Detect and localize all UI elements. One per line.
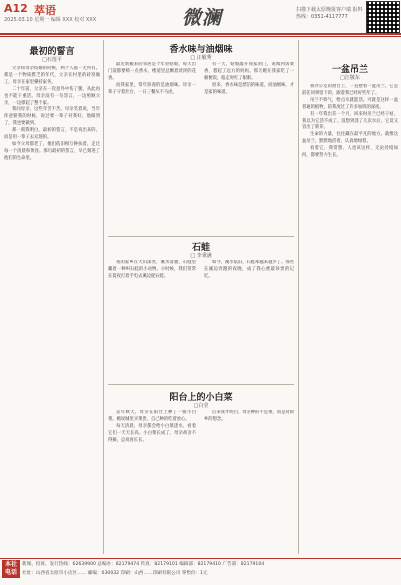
article-3-body-right bbox=[204, 260, 294, 380]
article-5-author: □江敬东 bbox=[340, 75, 360, 81]
article-2-title: 香水味与油烟味 bbox=[169, 45, 233, 55]
article-1-title: 最初的誓言 bbox=[29, 47, 75, 57]
paragraph: 而我家里，常年弥漫的是油烟味。母亲一辈子守着灶台，一日三餐从不马虎。 bbox=[108, 82, 196, 95]
paragraph: 如今，溪水依旧，石蛙却越来越少了。那些在溪边奔跑的夜晚，成了我心底最珍贵的记忆。 bbox=[204, 260, 294, 279]
issue-date: 2025.03.10 星期一 编辑 XXX 校对 XXX bbox=[4, 17, 97, 23]
paragraph: 我问母亲，这些年苦不苦。母亲笑着说，当年你爸娶我的时候，说过要一辈子对我好，他做到了，我也要做到。 bbox=[4, 107, 100, 127]
article-3-author: □ 李秉满 bbox=[190, 253, 212, 259]
paragraph: 最近新搬来的邻居是个年轻姑娘，每天出门前都要喷一点香水，楼道里总飘着淡淡的花香。 bbox=[108, 62, 196, 81]
paragraph: 有一年我出差一个月，回来时吊兰已经干枯，我以为它活不成了。没想到浇了几次水后，它竟又冒出了新芽。 bbox=[302, 111, 398, 131]
footer-contact-line: 新闻、投诉、发行热线：62639900 总编办：82179474 传真：82179101 编辑部：82179410 广告部：82179104 bbox=[22, 562, 265, 567]
article-2-body-left bbox=[108, 62, 196, 182]
article-1-author: □石莲平 bbox=[42, 57, 62, 63]
paragraph: 去年秋天，母亲在阳台上种了一排小白菜。她说城里买菜贵，自己种的吃着放心。 bbox=[108, 410, 196, 422]
article-5-title: 一盆吊兰 bbox=[331, 65, 368, 75]
paragraph: 如今父母都老了，他们依旧相互搀扶着，走过每一个清晨和黄昏。那句最初的誓言，早已刻进了他们的生命里。 bbox=[4, 141, 100, 161]
article-2-author: □ 汪敏秀 bbox=[190, 55, 212, 61]
paragraph: 原来，香水味是漂泊的味道，而油烟味，才是家的味道。 bbox=[204, 82, 294, 95]
paragraph: 有一天，姑娘敲开我家的门，说闻到饭菜香，想起了远方的妈妈。那天她在我家吃了一顿便饭，临走时红了眼眶。 bbox=[204, 62, 294, 81]
article-4-title: 阳台上的小白菜 bbox=[169, 393, 233, 403]
paragraph: 我办公室的窗台上，一直摆着一盆吊兰。它是前任同事留下的，跟着我已经好些年了。 bbox=[302, 84, 398, 96]
paragraph: 每天清晨，母亲都会给小白菜浇水，看着它们一天天长高。小白菜长成了，母亲却舍不得摘，总说再长长。 bbox=[108, 423, 196, 443]
header-rule bbox=[0, 33, 401, 35]
article-3-title: 石蛙 bbox=[191, 243, 210, 253]
section-divider bbox=[108, 236, 294, 237]
paragraph: 那一刻我明白，最初的誓言，不是说出来的，而是用一辈子去兑现的。 bbox=[4, 128, 100, 141]
paragraph: 看着它，我常想，人也该这样，无论处境如何，都要努力生长。 bbox=[302, 146, 398, 159]
paragraph: 二十年前，父亲在一次意外中伤了腿，从此再也不能干重活。母亲没有一句怨言，一边照顾父亲，一边撑起了整个家。 bbox=[4, 86, 100, 106]
page-number: A12 bbox=[4, 2, 28, 15]
article-4-author: □白莹 bbox=[193, 403, 209, 409]
column-divider bbox=[298, 40, 299, 554]
paragraph: 后来我才明白，母亲种的不是菜，而是对故乡的想念。 bbox=[204, 410, 294, 422]
paragraph: 吊兰不娇气，给点水就能活。可就是这样一盆普通的植物，陪我度过了许多加班的深夜。 bbox=[302, 97, 398, 110]
paragraph: 父亲和母亲结婚的时候，两个人都一无所有。那是一个物质匮乏的年代，父亲在村里的砖窑做工，母亲在家里操持家务。 bbox=[4, 66, 100, 85]
qr-code-icon[interactable] bbox=[366, 1, 400, 35]
column-divider bbox=[103, 40, 104, 554]
article-3-body-left bbox=[108, 260, 196, 380]
paragraph: 生命的力量，往往藏在最平凡的地方。就像这盆吊兰，默默地活着，认真地绿着。 bbox=[302, 132, 398, 145]
scan-prompt: 扫描下载太原晚报客户端 报料热线：0351-4117777 bbox=[296, 7, 363, 20]
header-rule-thin bbox=[0, 36, 401, 37]
footer-address-line: 社址：山西省太原市小店区…… 邮编：030032 印刷：山西……印刷有限公司 零售价：1元 bbox=[22, 571, 208, 576]
article-2-body-right bbox=[204, 62, 294, 182]
section-masthead: 微澜 bbox=[182, 7, 223, 29]
article-5-body bbox=[302, 84, 398, 550]
article-4-body-right bbox=[204, 410, 294, 552]
section-divider bbox=[108, 384, 294, 385]
article-4-body-left bbox=[108, 410, 196, 552]
footer-label: 本社电话 bbox=[2, 560, 20, 578]
paper-name: 萃语 bbox=[34, 4, 56, 17]
article-1-body bbox=[4, 66, 100, 550]
paragraph: 我的家乡在大山深处，溪水清澈，石缝里藏着一种叫石蛙的小动物。小时候，我们常常在夏夜打着手电去溪边捉石蛙。 bbox=[108, 260, 196, 279]
